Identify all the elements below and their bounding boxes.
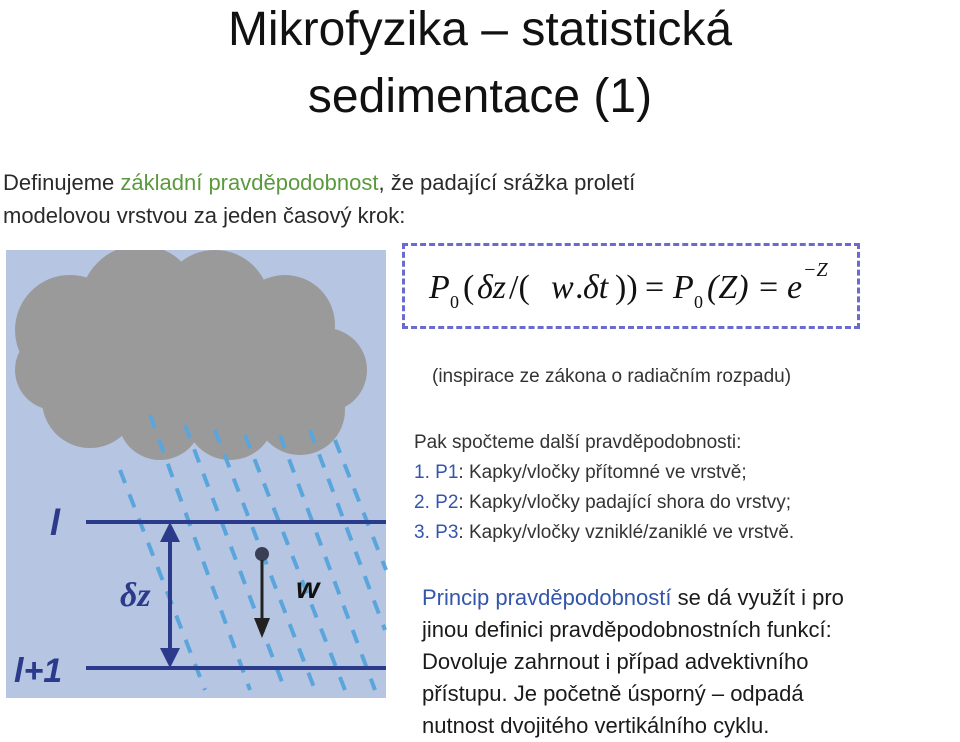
particle-dot <box>255 547 269 561</box>
list-heading: Pak spočteme další pravděpodobnosti: <box>414 432 742 453</box>
formula-w: w <box>551 269 574 306</box>
formula-P: P <box>429 269 450 306</box>
principle-line2: jinou definici pravděpodobnostních funkcí: <box>422 617 832 642</box>
probability-list <box>414 428 794 548</box>
formula-svg <box>405 246 857 326</box>
formula-dot: . <box>575 269 584 306</box>
intro-line1 <box>3 166 635 199</box>
label-l1: l+1 <box>14 652 63 690</box>
formula-e: e <box>787 269 803 306</box>
formula-P2: P <box>673 269 694 306</box>
list-item-number: 1. <box>414 462 430 483</box>
list-item <box>414 458 794 488</box>
formula-dz: δz <box>477 269 507 306</box>
intro-highlight: základní pravděpodobnost <box>120 170 379 195</box>
formula-exp: −Z <box>803 259 828 281</box>
formula-dt: δt <box>583 269 609 306</box>
list-item-number: 2. <box>414 492 430 513</box>
intro-part1: Definujeme <box>3 170 121 195</box>
formula-box <box>402 243 860 329</box>
list-item-text: : Kapky/vločky vzniklé/zaniklé ve vrstvě. <box>458 522 795 543</box>
formula-Z: (Z) <box>707 269 749 306</box>
intro-part2: , že padající srážka proletí <box>378 170 636 195</box>
sedimentation-illustration <box>0 250 392 710</box>
principle-line4: přístupu. Je početně úsporný – odpadá <box>422 681 804 706</box>
formula-eq1: = <box>645 269 665 306</box>
list-item <box>414 518 794 548</box>
principle-line5: nutnost dvojitého vertikálního cyklu. <box>422 713 770 738</box>
principle-highlight: Princip pravděpodobností <box>422 585 672 610</box>
list-item-code: P1 <box>435 462 459 483</box>
list-item-code: P3 <box>435 522 459 543</box>
list-item-number: 3. <box>414 522 430 543</box>
list-item-text: : Kapky/vločky přítomné ve vrstvě; <box>458 462 747 483</box>
formula-close: )) <box>615 269 638 306</box>
list-item-text: : Kapky/vločky padající shora do vrstvy; <box>458 492 792 513</box>
intro-line2: modelovou vrstvou za jeden časový krok: <box>3 203 406 228</box>
slide-title-line1: Mikrofyzika – statistická <box>227 3 733 56</box>
formula-sub0: 0 <box>450 292 459 312</box>
intro-text <box>3 166 635 232</box>
slide-title-line2: sedimentace (1) <box>307 70 653 123</box>
principle-text <box>422 582 958 742</box>
label-w: w <box>296 572 320 605</box>
inspiration-note: (inspirace ze zákona o radiačním rozpadu) <box>432 366 792 387</box>
formula-eq2: = <box>759 269 779 306</box>
formula-open: ( <box>463 269 475 306</box>
list-item <box>414 488 794 518</box>
label-l: l <box>50 502 61 543</box>
principle-part1: se dá využít i pro <box>671 585 844 610</box>
label-dz: δz <box>120 577 151 614</box>
principle-line1 <box>422 582 958 614</box>
formula-slash: /( <box>509 269 530 306</box>
list-item-code: P2 <box>435 492 459 513</box>
formula-sub02: 0 <box>694 292 703 312</box>
principle-line3: Dovoluje zahrnout i případ advektivního <box>422 649 809 674</box>
